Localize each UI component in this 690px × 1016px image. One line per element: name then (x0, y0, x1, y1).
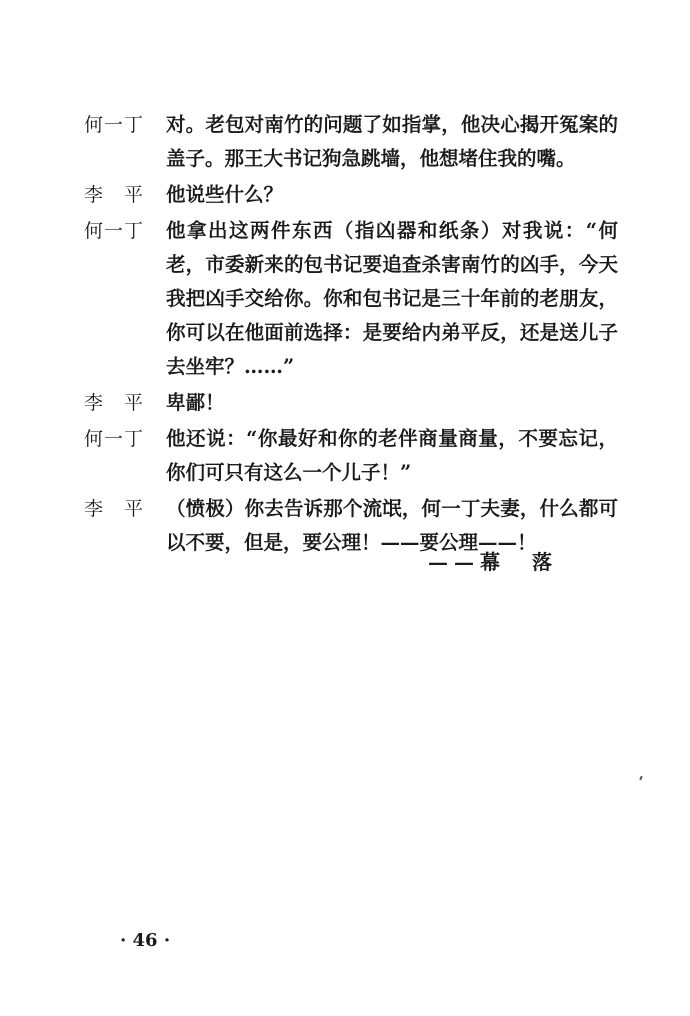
print-speck (639, 776, 643, 780)
speaker-name: 何一丁 (84, 220, 145, 242)
script-dialogue (84, 108, 644, 562)
speaker-name: 何一丁 (84, 114, 145, 136)
curtain-falls-note: ——幕 落 (428, 550, 558, 574)
speaker-name: 李 平 (84, 498, 145, 520)
dialogue-line: 他拿出这两件东西（指凶器和纸条）对我说：“何老，市委新来的包书记要追查杀害南竹的凶手，今天我把凶手交给你。你和包书记是三十年前的老朋友，你可以在他面前选择：是要给内弟平反，还是送儿子去坐牢？……” (166, 219, 618, 378)
dialogue-line: 卑鄙！ (166, 391, 225, 414)
speaker-name: 李 平 (84, 392, 145, 414)
dialogue-line: 他说些什么？ (166, 183, 284, 206)
dialogue-entry (84, 214, 644, 384)
dialogue-entry (84, 108, 644, 176)
dialogue-entry (84, 178, 644, 212)
dialogue-line: 他还说：“你最好和你的老伴商量商量，不要忘记，你们可只有这么一个儿子！” (166, 427, 618, 484)
dialogue-entry (84, 492, 644, 560)
dialogue-line: （愤极）你去告诉那个流氓，何一丁夫妻，什么都可以不要，但是，要公理！——要公理——！ (166, 497, 618, 554)
dialogue-entry (84, 386, 644, 420)
page-number: · 46 · (120, 930, 171, 951)
speaker-name: 李 平 (84, 184, 145, 206)
speaker-name: 何一丁 (84, 428, 145, 450)
dialogue-line: 对。老包对南竹的问题了如指掌，他决心揭开冤案的盖子。那王大书记狗急跳墙，他想堵住我的嘴。 (166, 113, 618, 170)
dialogue-entry (84, 422, 644, 490)
